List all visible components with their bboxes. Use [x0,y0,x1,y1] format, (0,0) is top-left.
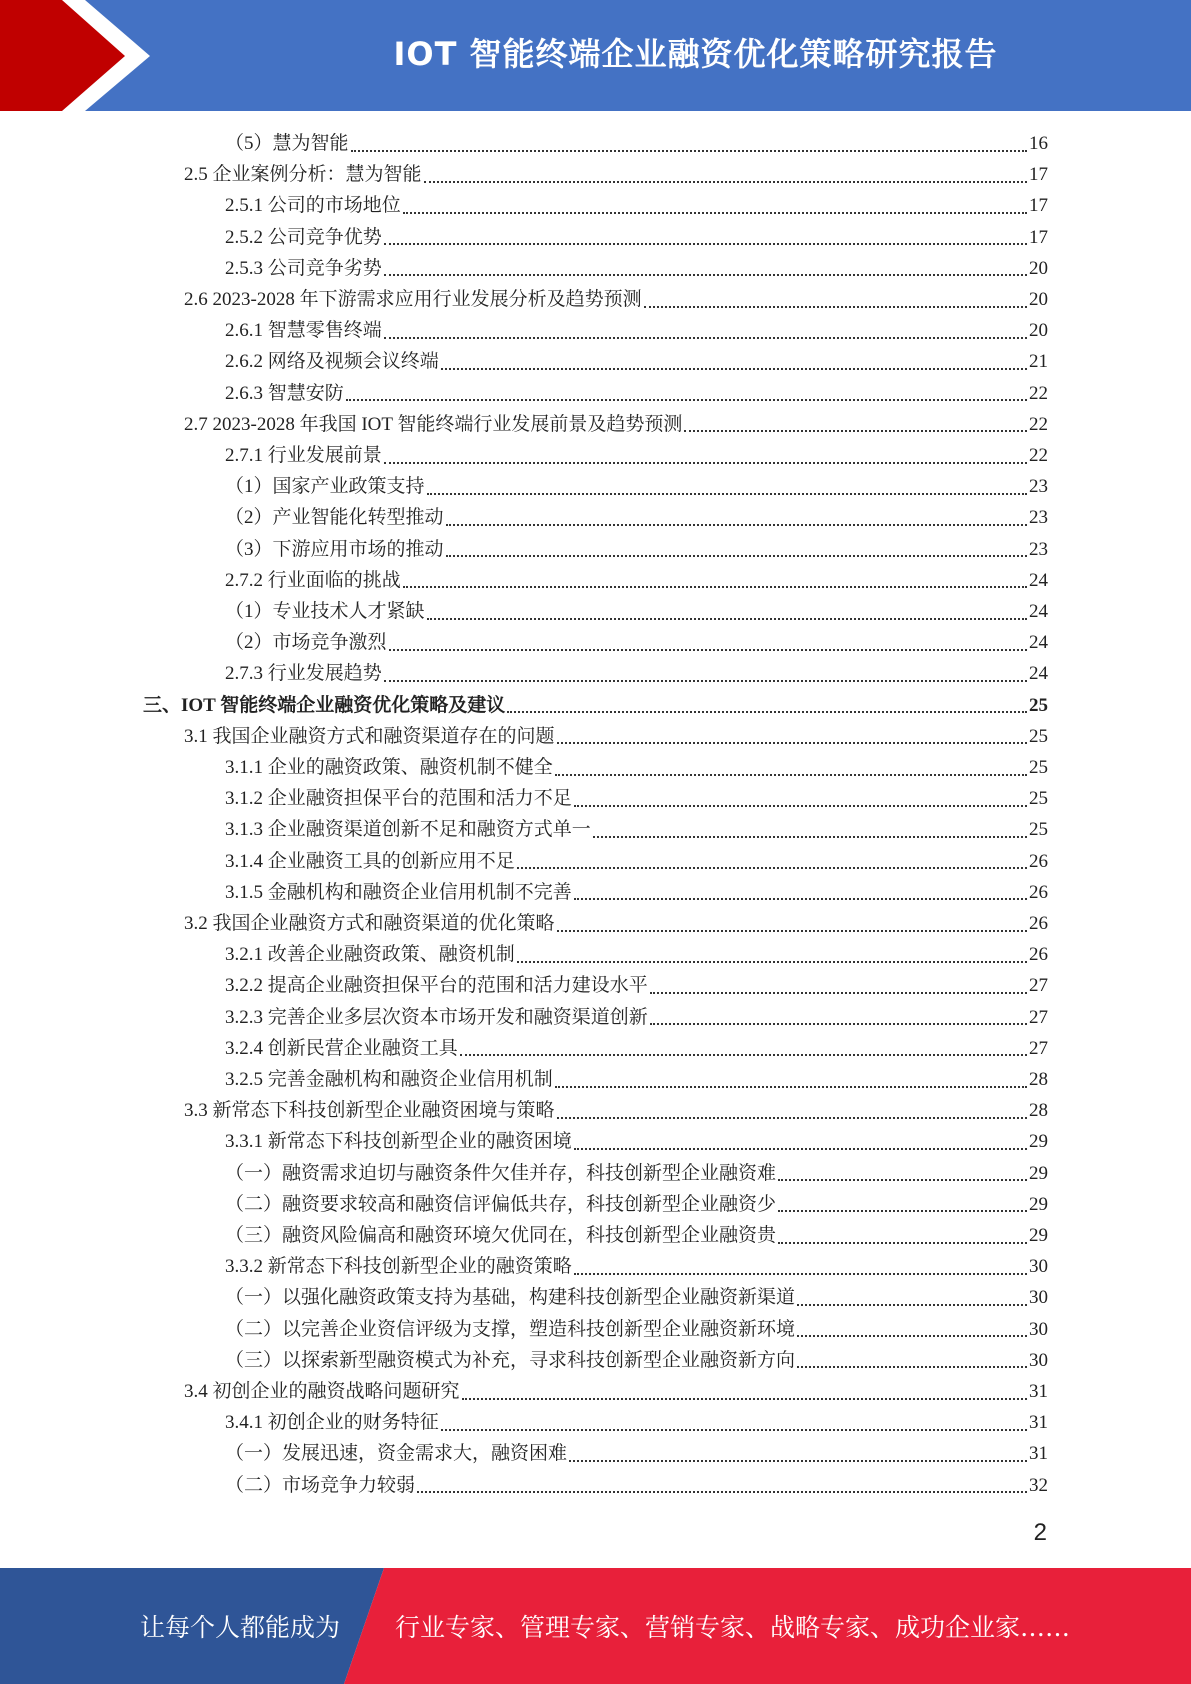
toc-entry-label: 3.1.3 企业融资渠道创新不足和融资方式单一 [225,819,591,841]
toc-dot-leader [574,1148,1027,1150]
toc-entry[interactable] [225,565,1048,596]
toc-entry-label: 3.1.1 企业的融资政策、融资机制不健全 [225,757,553,778]
toc-entry-page: 31 [1029,1443,1048,1465]
toc-entry-label: （三）以探索新型融资模式为补充，寻求科技创新型企业融资新方向 [225,1349,796,1371]
toc-entry[interactable] [184,284,1048,315]
toc-entry-page: 26 [1029,850,1048,872]
toc-entry[interactable] [225,1189,1048,1220]
toc-entry[interactable] [225,502,1048,533]
toc-entry-page: 25 [1029,694,1048,716]
toc-entry-page: 26 [1029,944,1048,966]
toc-entry-label: 2.5.2 公司竞争优势 [225,226,382,248]
toc-dot-leader [346,399,1027,401]
toc-entry-page: 28 [1029,1100,1048,1122]
toc-entry-label: 3.2 我国企业融资方式和融资渠道的优化策略 [184,913,555,934]
toc-entry[interactable] [225,222,1048,253]
toc-dot-leader [446,524,1027,526]
toc-entry[interactable] [225,534,1048,565]
toc-entry-page: 25 [1029,725,1048,747]
toc-entry-page: 25 [1029,819,1048,841]
toc-entry-page: 31 [1029,1412,1048,1434]
toc-dot-leader [351,150,1027,152]
toc-entry-label: 2.5.1 公司的市场地位 [225,195,401,217]
toc-entry-label: 3.2.4 创新民营企业融资工具 [225,1037,458,1059]
toc-dot-leader [517,867,1027,869]
toc-dot-leader [574,805,1027,807]
toc-dot-leader [517,961,1027,963]
toc-entry-label: 3.3.1 新常态下科技创新型企业的融资困境 [225,1131,572,1153]
toc-entry-label: 2.6 2023-2028 年下游需求应用行业发展分析及趋势预测 [184,289,642,310]
toc-entry-page: 27 [1029,1006,1048,1028]
toc-entry[interactable] [225,596,1048,627]
toc-dot-leader [778,1242,1027,1244]
toc-dot-leader [384,462,1027,464]
toc-entry-page: 17 [1029,195,1048,217]
toc-entry-label: （2）产业智能化转型推动 [225,507,444,529]
toc-entry[interactable] [225,253,1048,284]
toc-dot-leader [384,680,1027,682]
toc-dot-leader [797,1366,1027,1368]
toc-entry-label: （一）融资需求迫切与融资条件欠佳并存，科技创新型企业融资难 [225,1162,777,1184]
toc-entry-label: 2.7.2 行业面临的挑战 [225,569,401,591]
toc-entry-page: 30 [1029,1287,1048,1309]
toc-entry-label: 3.2.5 完善金融机构和融资企业信用机制 [225,1069,553,1090]
toc-entry[interactable] [225,190,1048,221]
toc-dot-leader [557,930,1027,932]
toc-entry-page: 23 [1029,507,1048,529]
toc-entry[interactable] [184,908,1048,939]
toc-entry-page: 27 [1029,975,1048,997]
toc-entry-label: 3.2.2 提高企业融资担保平台的范围和活力建设水平 [225,975,648,997]
footer-slogan-left: 让每个人都能成为 [140,1613,341,1642]
toc-entry[interactable] [225,658,1048,689]
toc-entry-label: 3.2.3 完善企业多层次资本市场开发和融资渠道创新 [225,1006,648,1028]
toc-dot-leader [460,1054,1027,1056]
toc-entry[interactable] [225,1126,1048,1157]
toc-entry-page: 25 [1029,757,1048,778]
toc-dot-leader [574,1273,1027,1275]
toc-dot-leader [462,1398,1027,1400]
toc-entry-label: 3.2.1 改善企业融资政策、融资机制 [225,944,515,966]
toc-dot-leader [644,306,1027,308]
toc-entry[interactable] [225,1438,1048,1469]
toc-entry[interactable] [184,1376,1048,1407]
toc-dot-leader [389,649,1027,651]
toc-entry-page: 29 [1029,1193,1048,1215]
toc-entry[interactable] [225,783,1048,814]
toc-entry-label: 2.5 企业案例分析：慧为智能 [184,164,422,186]
toc-entry[interactable] [143,690,1048,721]
toc-entry-label: 3.3.2 新常态下科技创新型企业的融资策略 [225,1256,572,1278]
toc-entry-page: 29 [1029,1162,1048,1184]
toc-entry-page: 24 [1029,663,1048,685]
toc-dot-leader [797,1304,1027,1306]
toc-entry-label: （二）以完善企业资信评级为支撑，塑造科技创新型企业融资新环境 [225,1318,796,1340]
toc-entry-label: （一）以强化融资政策支持为基础，构建科技创新型企业融资新渠道 [225,1287,796,1309]
toc-entry[interactable] [225,877,1048,908]
toc-entry[interactable] [225,346,1048,377]
toc-dot-leader [441,1429,1027,1431]
toc-entry-page: 24 [1029,632,1048,654]
toc-entry[interactable] [225,814,1048,845]
toc-entry[interactable] [225,1282,1048,1313]
toc-entry[interactable] [225,1470,1048,1501]
toc-entry-page: 22 [1029,413,1048,435]
toc-dot-leader [797,1335,1027,1337]
toc-entry-page: 28 [1029,1069,1048,1090]
toc-dot-leader [384,243,1027,245]
toc-entry[interactable] [225,1314,1048,1345]
toc-entry[interactable] [225,1002,1048,1033]
toc-dot-leader [569,1460,1027,1462]
red-arrow-flag-icon [0,0,160,111]
toc-dot-leader [441,368,1027,370]
page-header [0,0,1191,111]
toc-entry-page: 20 [1029,257,1048,279]
toc-dot-leader [557,742,1027,744]
toc-entry[interactable] [225,1407,1048,1438]
toc-entry[interactable] [225,970,1048,1001]
toc-dot-leader [574,898,1027,900]
toc-entry-page: 22 [1029,445,1048,466]
toc-entry-page: 17 [1029,164,1048,186]
toc-entry[interactable] [225,939,1048,970]
toc-entry-page: 20 [1029,289,1048,310]
toc-entry[interactable] [184,1095,1048,1126]
toc-entry-label: （三）融资风险偏高和融资环境欠优同在，科技创新型企业融资贵 [225,1225,777,1246]
toc-entry[interactable] [225,471,1048,502]
toc-entry[interactable] [225,752,1048,783]
toc-dot-leader [778,1210,1027,1212]
toc-entry-label: 2.7.1 行业发展前景 [225,445,382,466]
toc-entry-page: 30 [1029,1318,1048,1340]
toc-entry-page: 30 [1029,1256,1048,1278]
toc-entry-page: 17 [1029,226,1048,248]
toc-entry-label: （1）国家产业政策支持 [225,476,425,498]
toc-entry-label: 3.4 初创企业的融资战略问题研究 [184,1381,460,1402]
toc-entry-page: 23 [1029,538,1048,560]
toc-dot-leader [384,274,1027,276]
toc-dot-leader [593,836,1027,838]
toc-entry[interactable] [225,378,1048,409]
toc-entry-label: （一）发展迅速，资金需求大，融资困难 [225,1443,568,1465]
toc-entry-label: 2.7 2023-2028 年我国 IOT 智能终端行业发展前景及趋势预测 [184,413,683,435]
toc-dot-leader [427,618,1027,620]
toc-entry-label: （5）慧为智能 [225,133,349,154]
toc-entry-label: 3.1 我国企业融资方式和融资渠道存在的问题 [184,725,555,747]
toc-entry[interactable] [184,721,1048,752]
toc-dot-leader [403,212,1027,214]
toc-entry-page: 24 [1029,601,1048,622]
report-title: IOT 智能终端企业融资优化策略研究报告 [393,35,998,73]
toc-dot-leader [403,586,1027,588]
toc-entry[interactable] [225,315,1048,346]
toc-entry-label: （3）下游应用市场的推动 [225,538,444,560]
toc-entry[interactable] [225,1220,1048,1251]
toc-entry-label: （二）融资要求较高和融资信评偏低共存，科技创新型企业融资少 [225,1193,777,1215]
toc-dot-leader [778,1179,1027,1181]
toc-dot-leader [555,1086,1027,1088]
toc-entry-label: 3.3 新常态下科技创新型企业融资困境与策略 [184,1100,555,1122]
toc-entry[interactable] [225,1158,1048,1189]
toc-entry-page: 23 [1029,476,1048,498]
toc-entry-label: 2.7.3 行业发展趋势 [225,663,382,685]
toc-dot-leader [446,555,1027,557]
toc-entry-label: 2.6.1 智慧零售终端 [225,320,382,342]
toc-entry-page: 22 [1029,382,1048,404]
toc-entry-page: 24 [1029,569,1048,591]
toc-entry-label: 3.4.1 初创企业的财务特征 [225,1412,439,1434]
toc-entry[interactable] [225,1345,1048,1376]
toc-entry-label: （2）市场竞争激烈 [225,632,387,654]
toc-entry[interactable] [225,1033,1048,1064]
toc-dot-leader [557,1117,1027,1119]
toc-entry-page: 26 [1029,913,1048,934]
toc-dot-leader [384,337,1027,339]
page-footer [0,1568,1191,1684]
toc-entry[interactable] [184,409,1048,440]
toc-dot-leader [684,430,1027,432]
toc-entry-label: 3.1.2 企业融资担保平台的范围和活力不足 [225,788,572,810]
toc-entry-page: 27 [1029,1037,1048,1059]
toc-entry[interactable] [225,440,1048,471]
toc-dot-leader [650,1023,1027,1025]
toc-entry-label: 2.6.3 智慧安防 [225,382,344,404]
toc-entry-page: 16 [1029,133,1048,154]
toc-entry-page: 29 [1029,1225,1048,1246]
toc-entry-label: 3.1.5 金融机构和融资企业信用机制不完善 [225,881,572,903]
page-number: 2 [1033,1519,1047,1546]
toc-entry-page: 31 [1029,1381,1048,1402]
toc-entry-page: 32 [1029,1474,1048,1496]
toc-entry[interactable] [184,159,1048,190]
toc-entry[interactable] [225,846,1048,877]
toc-dot-leader [650,992,1027,994]
toc-entry[interactable] [225,128,1048,159]
toc-entry-label: 3.1.4 企业融资工具的创新应用不足 [225,850,515,872]
toc-entry-page: 26 [1029,881,1048,903]
toc-entry[interactable] [225,1251,1048,1282]
toc-entry-page: 20 [1029,320,1048,342]
toc-entry-label: 三、IOT 智能终端企业融资优化策略及建议 [143,694,506,716]
toc-entry-page: 21 [1029,351,1048,373]
toc-entry-label: 2.5.3 公司竞争劣势 [225,257,382,279]
toc-dot-leader [555,774,1027,776]
toc-entry[interactable] [225,1064,1048,1095]
toc-entry-label: （二）市场竞争力较弱 [225,1474,416,1496]
toc-dot-leader [417,1491,1027,1493]
toc-dot-leader [424,181,1027,183]
toc-entry-label: 2.6.2 网络及视频会议终端 [225,351,439,373]
toc-entry-page: 30 [1029,1349,1048,1371]
footer-slogan-right: 行业专家、管理专家、营销专家、战略专家、成功企业家…… [395,1613,1071,1642]
toc-dot-leader [427,493,1027,495]
toc-entry[interactable] [225,627,1048,658]
toc-entry-label: （1）专业技术人才紧缺 [225,601,425,622]
toc-entry-page: 25 [1029,788,1048,810]
toc-entry-page: 29 [1029,1131,1048,1153]
toc-dot-leader [507,711,1027,713]
